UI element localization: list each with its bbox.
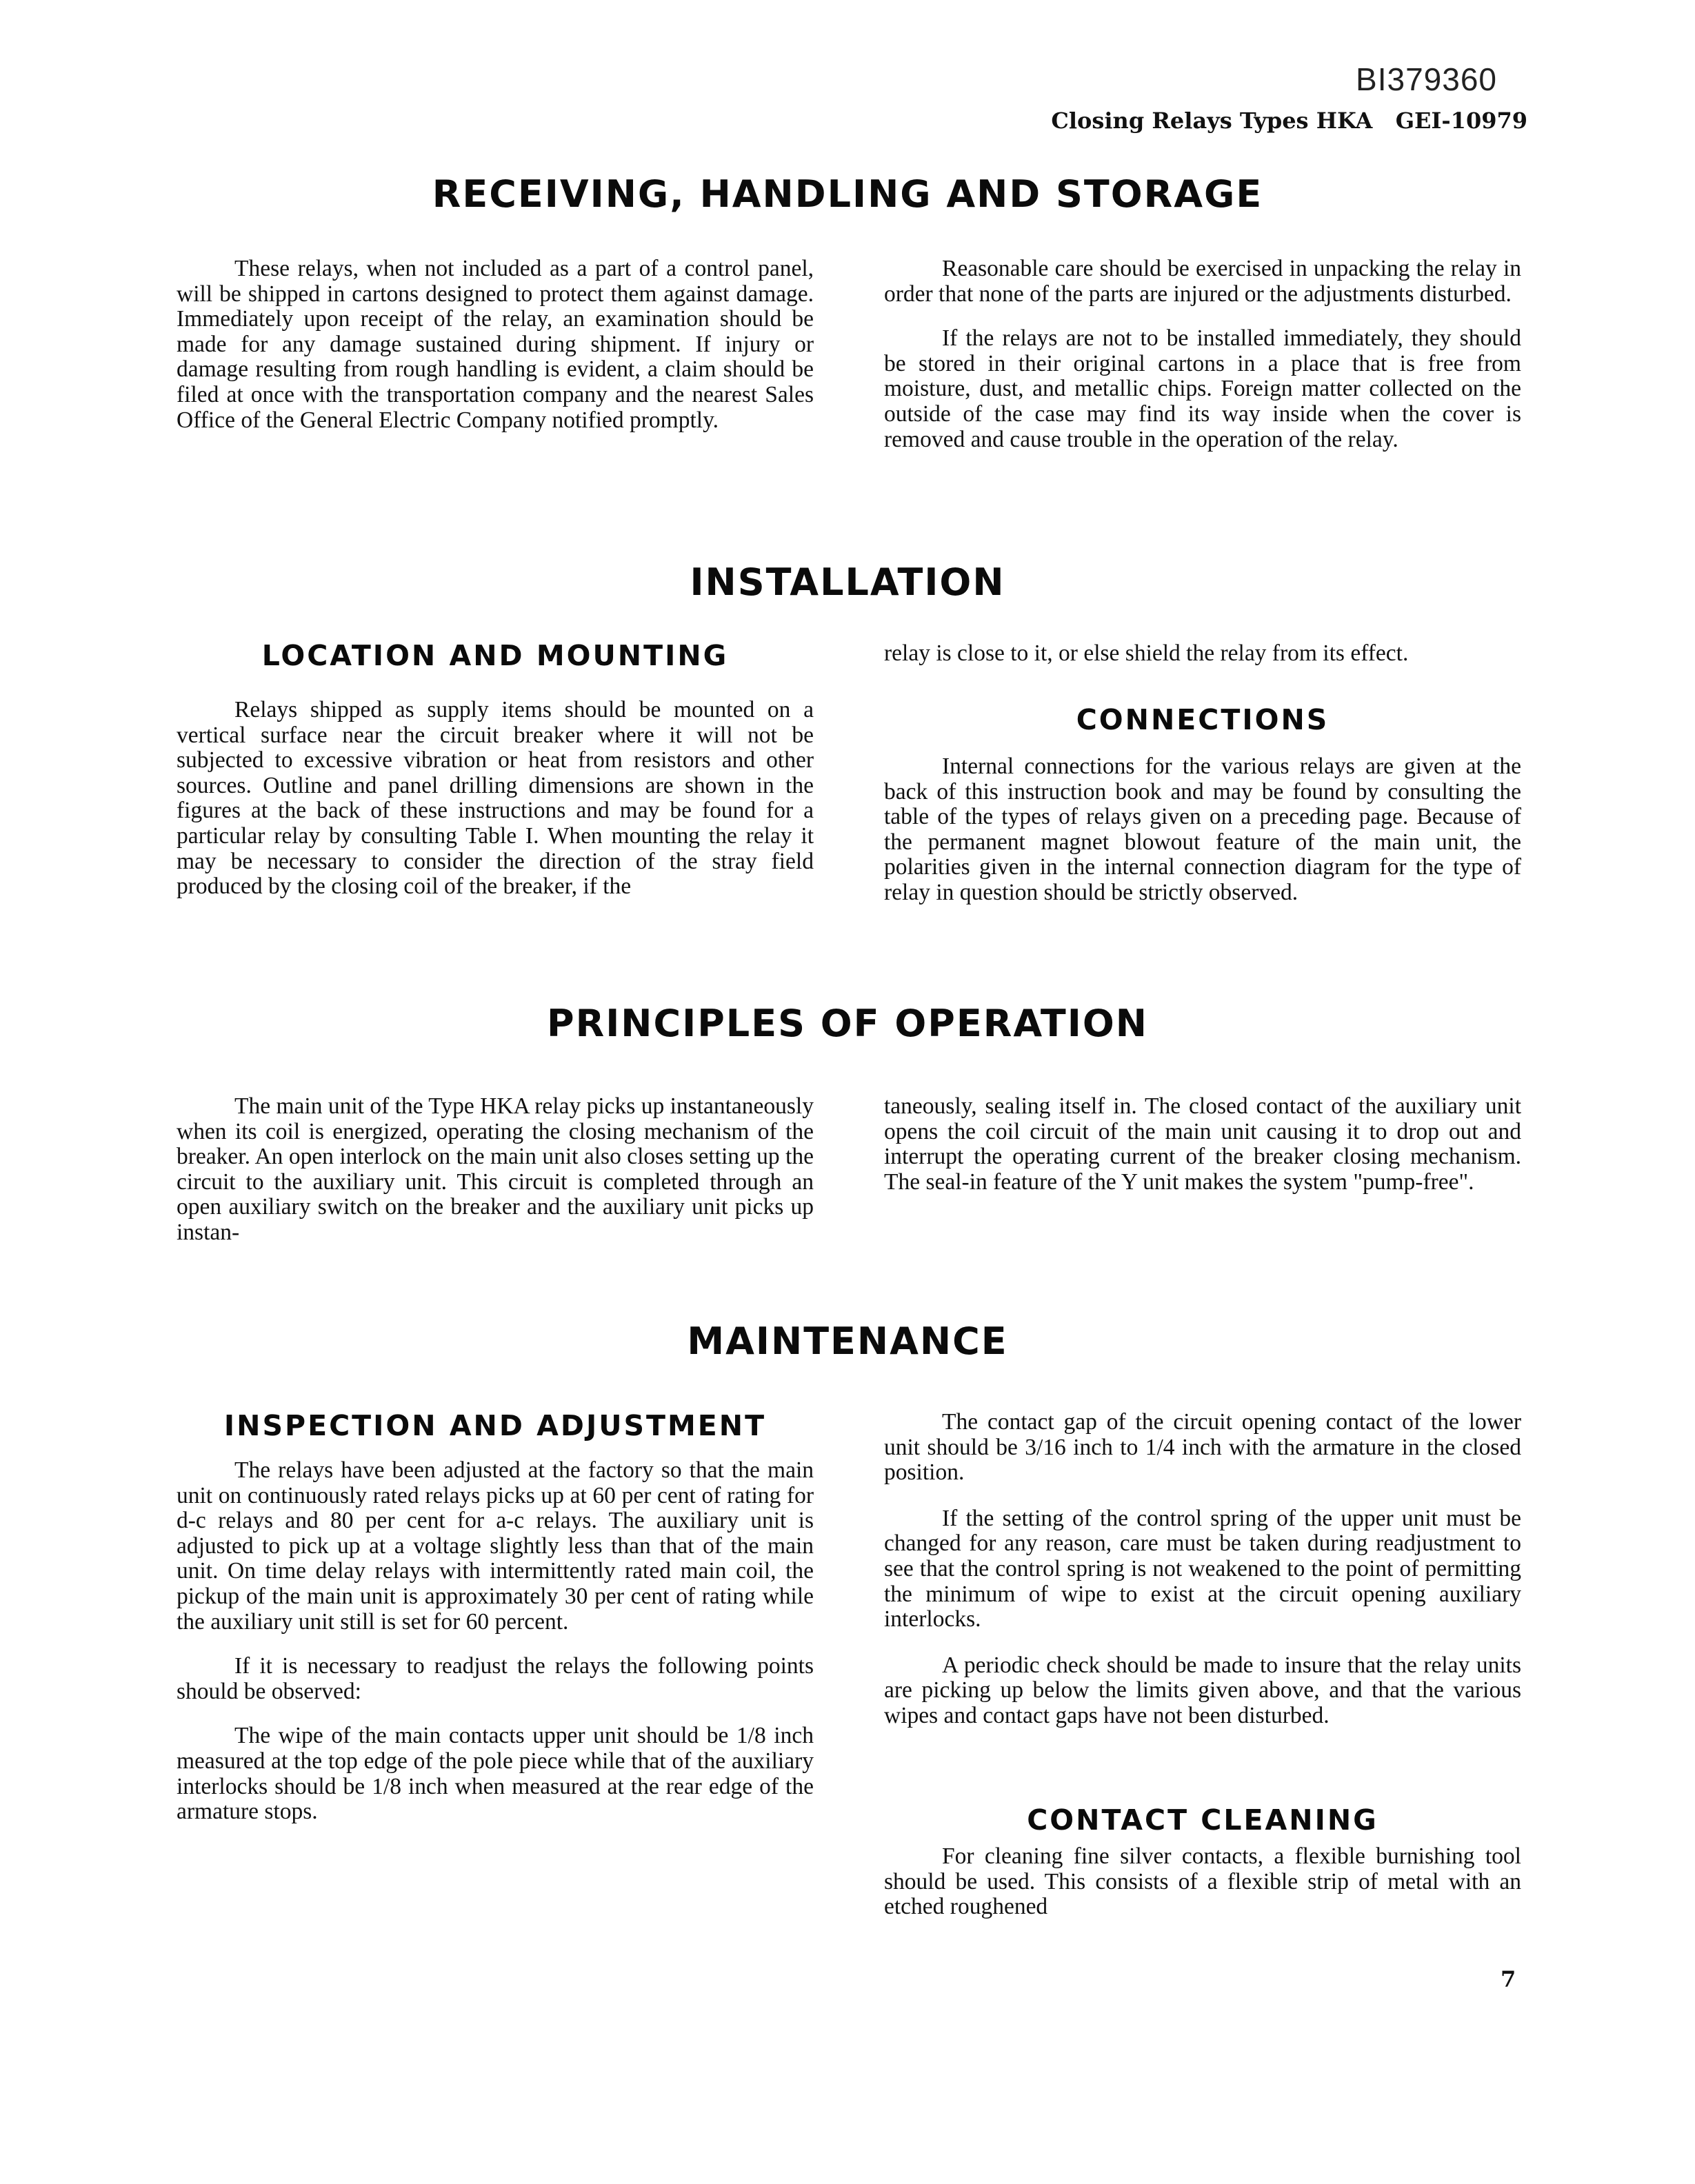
- receiving-paragraph: These relays, when not included as a part of a control panel, will be shipped in cartons designed to protect them against damage. Immediately upon receipt of the relay, an examination should be made for any damage sustained during shipment. If injury or damage resulting from rough handling is evident, a claim should be filed at once with the transportation company and the nearest Sales Office of the General Electric Company notified promptly.: [177, 256, 814, 433]
- section-title-installation: INSTALLATION: [690, 560, 1005, 604]
- subsection-title-inspection-adjustment: INSPECTION AND ADJUSTMENT: [223, 1409, 767, 1442]
- cleaning-right-column: [884, 1844, 1521, 1920]
- principles-left-column: [177, 1094, 814, 1246]
- location-left-column: [177, 698, 814, 900]
- connections-right-column: [884, 754, 1521, 906]
- receiving-left-column: [177, 256, 814, 433]
- subsection-title-contact-cleaning: CONTACT CLEANING: [1027, 1803, 1378, 1837]
- receiving-right-column: [884, 256, 1521, 452]
- inspection-left-column: [177, 1458, 814, 1825]
- document-id: BI379360: [1356, 61, 1497, 97]
- contact-gap-paragraph: The contact gap of the circuit opening contact of the lower unit should be 3/16 inch to 1/4 inch with the armature in the closed position.: [884, 1409, 1521, 1486]
- location-paragraph-continued: relay is close to it, or else shield the relay from its effect.: [884, 640, 1409, 666]
- cleaning-paragraph: For cleaning fine silver contacts, a flexible burnishing tool should be used. This consists of a flexible strip of metal with an etched roughened: [884, 1843, 1521, 1920]
- connections-paragraph: Internal connections for the various relays are given at the back of this instruction book and may be found by consulting the table of the types of relays given on a preceding page. Because of the permanent magnet blowout feature of the main unit, the polarities given in the internal connection diagram for the type of relay in question should be strictly observed.: [884, 754, 1521, 905]
- section-title-principles: PRINCIPLES OF OPERATION: [547, 1002, 1148, 1045]
- page-number: 7: [1501, 1966, 1516, 1992]
- principles-right-column: [884, 1094, 1521, 1195]
- storage-paragraph: If the relays are not to be installed immediately, they should be stored in their original cartons in a place that is free from moisture, dust, and metallic chips. Foreign matter collected on the outside of the case may find its way inside when the cover is removed and cause trouble in the operation of the relay.: [884, 325, 1521, 452]
- location-paragraph: Relays shipped as supply items should be mounted on a vertical surface near the circuit breaker where it will not be subjected to excessive vibration or heat from resistors and other sources. Outline and panel drilling dimensions are shown in the figures at the back of these instructions and may be found for a particular relay by consulting Table I. When mounting the relay it may be necessary to consider the direction of the stray field produced by the closing coil of the breaker, if the: [177, 697, 814, 900]
- principles-paragraph: The main unit of the Type HKA relay picks up instantaneously when its coil is energized, operating the closing mechanism of the breaker. An open interlock on the main unit also closes setting up the circuit to the auxiliary unit. This circuit is completed through an open auxiliary switch on the breaker and the auxiliary unit picks up instan-: [177, 1093, 814, 1245]
- subsection-title-connections: CONNECTIONS: [1076, 703, 1330, 736]
- periodic-check-paragraph: A periodic check should be made to insure that the relay units are picking up below the limits given above, and that the various wipes and contact gaps have not been disturbed.: [884, 1652, 1521, 1728]
- subsection-title-location-mounting: LOCATION AND MOUNTING: [261, 639, 729, 672]
- section-title-maintenance: MAINTENANCE: [687, 1320, 1008, 1363]
- principles-paragraph-continued: taneously, sealing itself in. The closed contact of the auxiliary unit opens the coil circuit of the main unit causing it to drop out and interrupt the operating current of the breaker closing mechanism. The seal-in feature of the Y unit makes the system "pump-free".: [884, 1093, 1521, 1195]
- unpacking-paragraph: Reasonable care should be exercised in unpacking the relay in order that none of the parts are injured or the adjustments disturbed.: [884, 256, 1521, 307]
- wipe-paragraph: The wipe of the main contacts upper unit should be 1/8 inch measured at the top edge of the pole piece while that of the auxiliary interlocks should be 1/8 inch when measured at the rear edge of the armature stops.: [177, 1723, 814, 1825]
- readjust-paragraph: If it is necessary to readjust the relays the following points should be observed:: [177, 1653, 814, 1704]
- inspection-paragraph: The relays have been adjusted at the factory so that the main unit on continuously rated relays picks up at 60 per cent of rating for d-c relays and 80 per cent for a-c relays. The auxiliary unit is adjusted to pick up at a voltage slightly less than that of the main unit. On time delay relays with intermittently rated main coil, the pickup of the main unit is approximately 30 per cent of rating while the auxiliary unit still is set for 60 percent.: [177, 1457, 814, 1635]
- running-header: Closing Relays Types HKA GEI-10979: [1051, 108, 1527, 134]
- maintenance-right-column: [884, 1410, 1521, 1729]
- control-spring-paragraph: If the setting of the control spring of the upper unit must be changed for any reason, care must be taken during readjustment to see that the control spring is not weakened to the point of permitting the minimum of wipe to exist at the circuit opening auxiliary interlocks.: [884, 1505, 1521, 1632]
- installation-right-column: [884, 641, 1521, 667]
- section-title-receiving: RECEIVING, HANDLING AND STORAGE: [432, 172, 1263, 216]
